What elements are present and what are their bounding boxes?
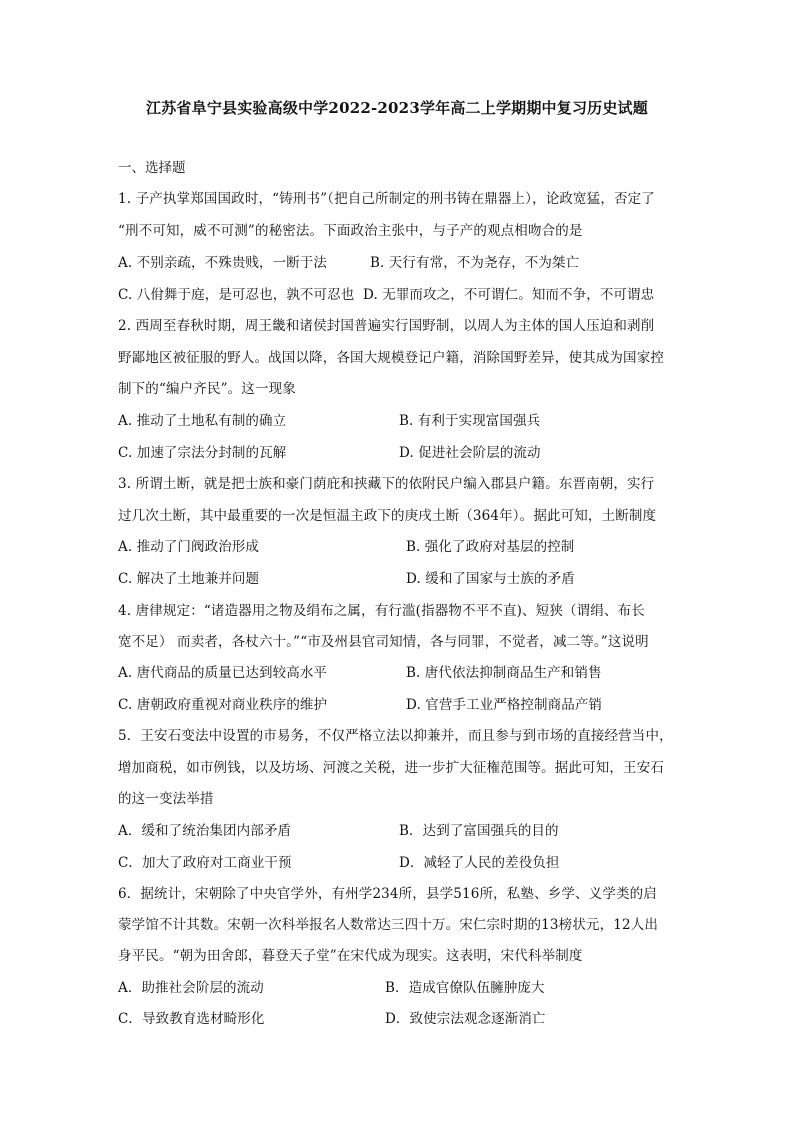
question-6-option-c: C．导致教育选材畸形化: [118, 1011, 265, 1027]
question-5-line-2: 增加商税，如市例钱，以及坊场、河渡之关税，进一步扩大征権范围等。据此可知，王安石: [118, 760, 664, 776]
question-1-option-c: C. 八佾舞于庭，是可忍也，孰不可忍也: [118, 287, 355, 303]
question-4-option-d: D. 官营手工业严格控制商品产销: [406, 697, 603, 713]
question-1-option-a: A. 不别亲疏，不殊贵贱，一断于法: [118, 255, 328, 271]
question-3-option-a: A. 推动了门阀政治形成: [118, 539, 260, 555]
question-5-option-b: B．达到了富国强兵的目的: [399, 823, 559, 839]
question-6-line-2: 蒙学馆不计其数。宋朝一次科举报名人数常达三四十万。宋仁宗时期的13榜状元，12人出: [118, 917, 659, 933]
question-5-option-c: C．加大了政府对工商业干预: [118, 855, 292, 871]
question-2-line-3: 制下的“编户齐民”。这一现象: [118, 381, 296, 397]
question-6-option-a: A．助推社会阶层的流动: [118, 980, 264, 996]
question-2-option-b: B. 有利于实现富国强兵: [399, 413, 541, 429]
question-4-line-1: 4. 唐律规定：“诸造器用之物及绢布之属，有行滥(指器物不平不直)、短狭（谓绢、布长: [118, 603, 645, 619]
question-6-option-d: D．致使宗法观念逐渐消亡: [385, 1011, 546, 1027]
question-1-option-b: B. 天行有常，不为尧存，不为桀亡: [370, 255, 580, 271]
question-4-option-c: C. 唐朝政府重视对商业秩序的维护: [118, 697, 328, 713]
question-3-option-b: B. 强化了政府对基层的控制: [406, 539, 575, 555]
question-2-line-2: 野鄙地区被征服的野人。战国以降，各国大规模登记户籍，消除国野差异，使其成为国家控: [118, 350, 664, 366]
question-2-option-d: D. 促进社会阶层的流动: [399, 445, 541, 461]
question-3-line-1: 3. 所谓土断，就是把士族和豪门荫庇和挟藏下的依附民户编入郡县户籍。东晋南朝，实行: [118, 476, 655, 492]
question-5-line-3: 的这一变法举措: [118, 791, 214, 807]
page-title: 江苏省阜宁县实验高级中学2022-2023学年高二上学期期中复习历史试题: [146, 99, 648, 117]
question-1-option-d: D. 无罪而攻之，不可谓仁。知而不争，不可谓忠: [363, 287, 655, 303]
question-4-line-2: 宽不足） 而卖者，各杖六十。”“市及州县官司知情，各与同罪，不觉者，减二等。”这说明: [118, 634, 649, 650]
question-2-line-1: 2. 西周至春秋时期，周王畿和诸侯封国普遍实行国野制，以周人为主体的国人压迫和剥削: [118, 318, 655, 334]
question-3-line-2: 过几次土断，其中最重要的一次是恒温主政下的庚戌土断（364年）。据此可知，土断制度: [118, 508, 657, 524]
question-3-option-d: D. 缓和了国家与士族的矛盾: [406, 571, 575, 587]
question-5-option-a: A．缓和了统治集团内部矛盾: [118, 823, 292, 839]
question-2-option-a: A. 推动了土地私有制的确立: [118, 413, 287, 429]
question-1-line-1: 1. 子产执掌郑国国政时，“铸刑书”（把自己所制定的刑书铸在鼎器上），论政宽猛，否定了: [118, 191, 655, 207]
question-2-option-c: C. 加速了宗法分封制的瓦解: [118, 445, 287, 461]
question-6-line-3: 身平民。“朝为田舍郎，暮登天子堂”在宋代成为现实。这表明，宋代科举制度: [118, 948, 583, 964]
question-5-line-1: 5．王安石变法中设置的市易务，不仅严格立法以抑兼并，而且参与到市场的直接经营当中，: [118, 728, 673, 744]
question-6-option-b: B．造成官僚队伍臃肿庞大: [385, 980, 545, 996]
question-6-line-1: 6．据统计，宋朝除了中央官学外，有州学234所，县学516所，私塾、乡学、义学类的启: [118, 886, 657, 902]
question-4-option-b: B. 唐代依法抑制商品生产和销售: [406, 665, 602, 681]
question-3-option-c: C. 解决了土地兼并问题: [118, 571, 260, 587]
question-4-option-a: A. 唐代商品的质量已达到较高水平: [118, 665, 328, 681]
question-5-option-d: D．减轻了人民的差役负担: [399, 855, 560, 871]
section-heading: 一、选择题: [118, 160, 186, 176]
question-1-line-2: “刑不可知，威不可测”的秘密法。下面政治主张中，与子产的观点相吻合的是: [118, 223, 583, 239]
